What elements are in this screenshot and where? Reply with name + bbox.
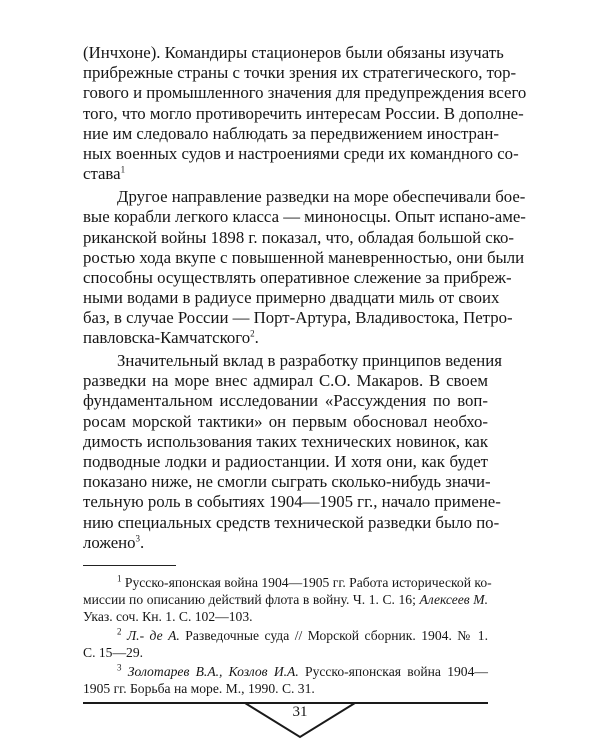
footnote-separator (83, 565, 176, 566)
footnote-number: 3 (117, 662, 122, 673)
footnote-ref[interactable]: 3 (135, 533, 141, 544)
text-line: ложено$^3$. (83, 533, 145, 552)
text-line: риканской войны 1898 г. показал, что, обладая большой ско- (83, 228, 515, 247)
page-number: 31 (292, 704, 308, 720)
footnote-authors: Золотарев В.А., Козлов И.А. (127, 664, 299, 679)
text-line: подводные лодки и радиостанции. И хотя они, как будет (83, 452, 488, 471)
text-line: Значительный вклад в разработку принципов ведения (117, 351, 502, 370)
text-line: ростью хода вкупе с повышенной маневренностью, они были (83, 248, 525, 267)
footnote-ref[interactable]: 1 (120, 164, 126, 175)
text-line: тельную роль в событиях 1904—1905 гг., начало примене- (83, 492, 501, 511)
text-line: разведки на море внес адмирал С.О. Макаров. В своем (83, 371, 488, 390)
text-line: нию специальных средств технической разведки было по- (83, 513, 500, 532)
text-line: Другое направление разведки на море обеспечивали бое- (117, 187, 526, 206)
page-number-ornament (0, 701, 600, 741)
text-line: баз, в случае России — Порт-Артура, Владивостока, Петро- (83, 308, 513, 327)
footnote-number: 1 (117, 573, 122, 584)
text-line: фундаментальном исследовании «Рассуждения по воп- (83, 391, 488, 410)
text-line: росам морской тактики» он первым обосновал необхо- (83, 412, 488, 431)
footnote-number: 2 (117, 626, 122, 637)
footnote-line: $^2$ Л.- де А. Разведочные суда // Морской сборник. 1904. № 1. (117, 626, 488, 643)
text-line: показано ниже, не смогли сыграть сколько-нибудь значи- (83, 472, 491, 491)
text-line: павловска-Камчатского$^2$. (83, 328, 259, 347)
text-line: гового и промышленного значения для предупреждения всего (83, 83, 527, 102)
text-line: ными водами в радиусе примерно двадцати миль от своих (83, 288, 500, 307)
text-line: того, что могло противоречить интересам России. В дополне- (83, 104, 524, 123)
footnote-line: С. 15—29. (83, 645, 144, 660)
text-line: способны осуществлять оперативное слежение за прибреж- (83, 268, 512, 287)
footnote-line: Указ. соч. Кн. 1. С. 102—103. (83, 609, 253, 624)
text-line: ных военных судов и настроениями среди их командного со- (83, 144, 519, 163)
text-line: димость использования таких технических новинок, как (83, 432, 488, 451)
footnote-line: $^1$ Русско-японская война 1904—1905 гг. Работа исторической ко- (117, 573, 492, 590)
text-line: става$^1$ (83, 164, 126, 183)
text-line: вые корабли легкого класса — миноносцы. Опыт испано-аме- (83, 207, 526, 226)
footnote-text: Русско-японская война 1904— (298, 664, 488, 679)
footnote-line: миссии по описанию действий флота в войну. Ч. 1. С. 16; Алексеев М. (83, 592, 488, 607)
text-line: ние им следовало наблюдать за передвижением иностран- (83, 124, 499, 143)
footnote-ref[interactable]: 2 (250, 328, 255, 339)
text-line: (Инчхоне). Командиры стационеров были обязаны изучать (83, 43, 504, 62)
footnote-line: 1905 гг. Борьба на море. М., 1990. С. 31. (83, 681, 315, 696)
footnote-line (117, 664, 488, 680)
text-line: прибрежные страны с точки зрения их стратегического, тор- (83, 63, 517, 82)
